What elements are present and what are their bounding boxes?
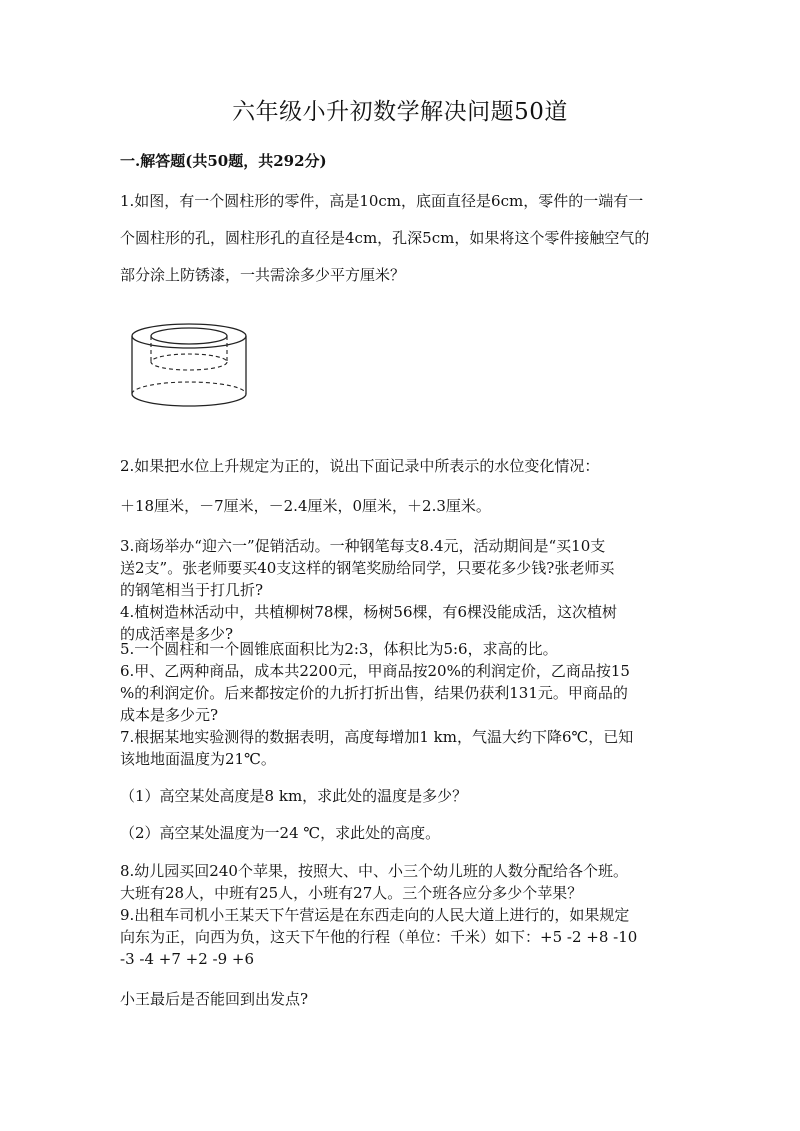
cylinder-figure — [126, 318, 256, 418]
problem-4-line-2: 的成活率是多少? — [120, 625, 234, 643]
hole-top-ellipse — [151, 328, 227, 344]
bottom-front-arc — [132, 394, 246, 406]
problem-7-line-2: 该地地面温度为21℃。 — [120, 750, 276, 768]
problem-9-question: 小王最后是否能回到出发点? — [120, 990, 309, 1008]
hole-bottom-ellipse — [151, 354, 227, 370]
problem-3-line-3: 的钢笔相当于打几折? — [120, 581, 264, 599]
problem-1-line-1: 1.如图，有一个圆柱形的零件，高是10cm，底面直径是6cm，零件的一端有一 — [120, 192, 644, 210]
problem-4-line-1: 4.植树造林活动中，共植柳树78棵，杨树56棵，有6棵没能成活，这次植树 — [120, 603, 618, 621]
problem-6-line-2: %的利润定价。后来都按定价的九折打折出售，结果仍获利131元。甲商品的 — [120, 684, 628, 702]
problem-6-line-3: 成本是多少元? — [120, 706, 219, 724]
problem-1-line-2: 个圆柱形的孔，圆柱形孔的直径是4cm，孔深5cm，如果将这个零件接触空气的 — [120, 229, 650, 247]
section-heading: 一.解答题(共50题，共292分) — [120, 152, 327, 170]
problem-7-sub-1: （1）高空某处高度是8 km，求此处的温度是多少？ — [120, 787, 468, 805]
problem-8-line-1: 8.幼儿园买回240个苹果，按照大、中、小三个幼儿班的人数分配给各个班。 — [120, 862, 628, 880]
problem-2-line-1: 2.如果把水位上升规定为正的，说出下面记录中所表示的水位变化情况： — [120, 457, 600, 475]
page-title: 六年级小升初数学解决问题50道 — [232, 99, 568, 125]
problem-5-line-1: 5.一个圆柱和一个圆锥底面积比为2:3，体积比为5:6，求高的比。 — [120, 640, 558, 658]
problem-6-line-1: 6.甲、乙两种商品，成本共2200元，甲商品按20%的利润定价，乙商品按15 — [120, 662, 630, 680]
problem-1-line-3: 部分涂上防锈漆，一共需涂多少平方厘米？ — [120, 266, 406, 284]
problem-9-line-1: 9.出租车司机小王某天下午营运是在东西走向的人民大道上进行的，如果规定 — [120, 906, 630, 924]
problem-8-line-2: 大班有28人，中班有25人，小班有27人。三个班各应分多少个苹果？ — [120, 884, 583, 902]
problem-2-line-2: ＋18厘米，－7厘米，－2.4厘米，0厘米，＋2.3厘米。 — [120, 497, 491, 515]
problem-7-sub-2: （2）高空某处温度为一24 ℃，求此处的高度。 — [120, 824, 441, 842]
problem-3-line-1: 3.商场举办“迎六一”促销活动。一种钢笔每支8.4元，活动期间是“买10支 — [120, 537, 606, 555]
bottom-back-arc — [132, 382, 246, 394]
problem-7-line-1: 7.根据某地实验测得的数据表明，高度每增加1 km，气温大约下降6℃，已知 — [120, 728, 634, 746]
problem-3-line-2: 送2支”。张老师要买40支这样的钢笔奖励给同学，只要花多少钱?张老师买 — [120, 559, 615, 577]
problem-9-line-2: 向东为正，向西为负，这天下午他的行程（单位：千米）如下：+5 -2 +8 -10 — [120, 928, 638, 946]
problem-9-line-3: -3 -4 +7 +2 -9 +6 — [120, 950, 255, 968]
